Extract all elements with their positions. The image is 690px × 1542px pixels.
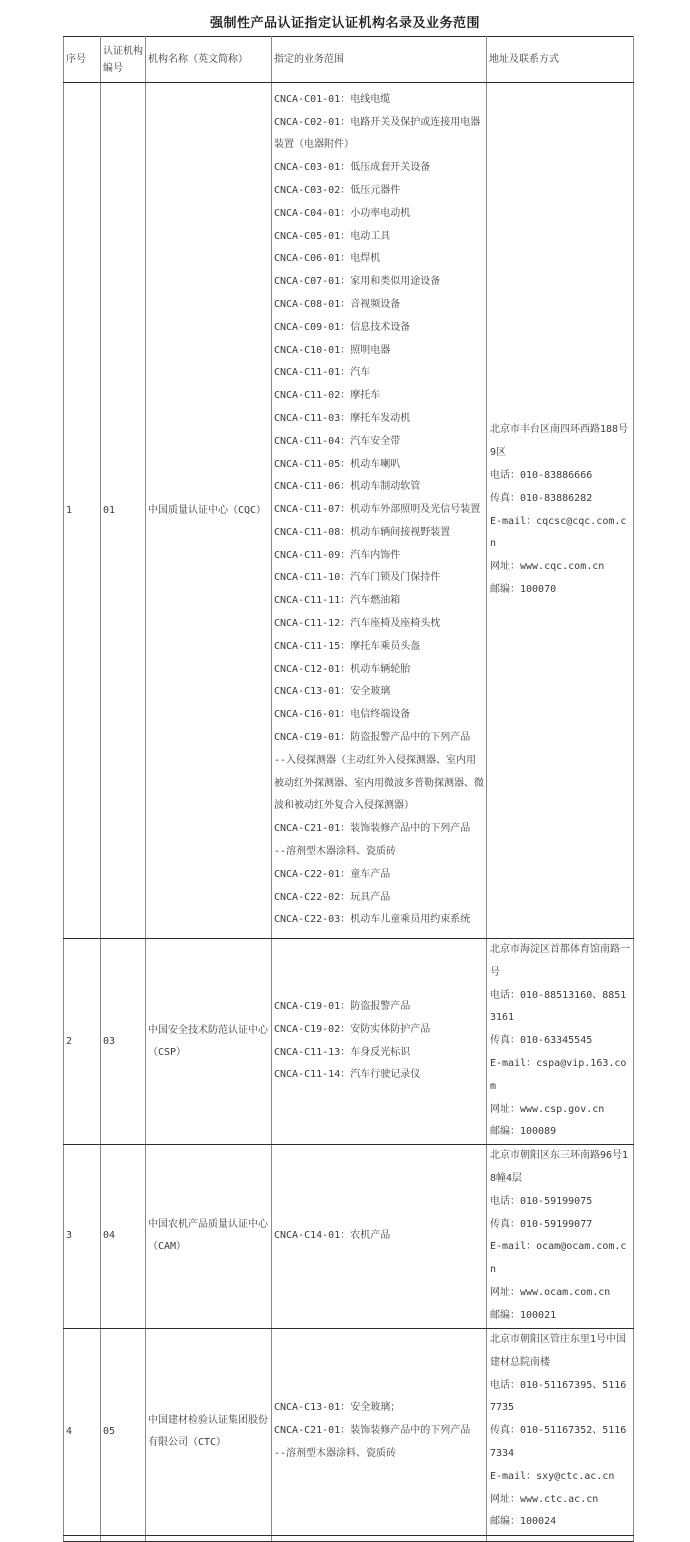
cell-contact — [487, 1145, 634, 1328]
text-line: 传真：010-59199077 — [490, 1218, 593, 1230]
table-row — [64, 939, 634, 1145]
table-body — [64, 83, 634, 1536]
text-line: E-mail：ocam@ocam.com.cn — [490, 1241, 627, 1276]
text-line: CNCA-C11-12：汽车座椅及座椅头枕 — [274, 618, 441, 630]
table-row — [64, 83, 634, 939]
text-line: CNCA-C05-01：电动工具 — [274, 230, 391, 242]
text-line: CNCA-C11-06：机动车制动软管 — [274, 481, 421, 493]
text-line: E-mail：cspa@vip.163.com — [490, 1057, 627, 1092]
text-line: 电话：010-59199075 — [490, 1195, 593, 1207]
text-line: CNCA-C01-01：电线电缆 — [274, 93, 391, 105]
text-line: CNCA-C12-01：机动车辆轮胎 — [274, 663, 411, 675]
cell-scope — [272, 1145, 487, 1328]
text-line: CNCA-C11-14：汽车行驶记录仪 — [274, 1069, 421, 1081]
text-line: CNCA-C04-01：小功率电动机 — [274, 207, 411, 219]
cell-org-name: 中国建材检验认证集团股份有限公司（CTC） — [146, 1328, 272, 1535]
text-line: CNCA-C11-01：汽车 — [274, 367, 371, 379]
text-line: 北京市朝阳区东三环南路96号18幢4层 — [490, 1150, 629, 1184]
text-line: 电话：010-88513160、88513161 — [490, 989, 627, 1024]
text-line: CNCA-C11-11：汽车燃油箱 — [274, 595, 401, 607]
text-line: CNCA-C14-01：农机产品 — [274, 1229, 391, 1241]
text-line: CNCA-C11-08：机动车辆间接视野装置 — [274, 526, 451, 538]
text-line: CNCA-C03-02：低压元器件 — [274, 184, 401, 196]
cell-contact — [487, 83, 634, 939]
text-line: CNCA-C11-03：摩托车发动机 — [274, 412, 411, 424]
header-org-name: 机构名称（英文简称） — [146, 37, 272, 83]
text-line: CNCA-C08-01：音视频设备 — [274, 298, 401, 310]
cell-serial: 4 — [64, 1328, 101, 1535]
cell-org-code: 01 — [101, 83, 146, 939]
cell-contact — [487, 1328, 634, 1535]
text-line: CNCA-C22-01：童车产品 — [274, 868, 391, 880]
text-line: 邮编：100089 — [490, 1126, 557, 1138]
text-line: 网址：www.cqc.com.cn — [490, 561, 605, 573]
header-serial: 序号 — [64, 37, 101, 83]
text-line: 邮编：100021 — [490, 1309, 557, 1321]
text-line: CNCA-C22-03：机动车儿童乘员用约束系统 — [274, 914, 471, 926]
cell-org-name: 中国质量认证中心（CQC） — [146, 83, 272, 939]
text-line: --溶剂型木器涂料、瓷质砖 — [274, 1447, 397, 1459]
header-contact: 地址及联系方式 — [487, 37, 634, 83]
text-line: CNCA-C13-01：安全玻璃； — [274, 1402, 401, 1414]
text-line: CNCA-C02-01：电路开关及保护或连接用电器装置（电器附件） — [274, 116, 481, 151]
text-line: CNCA-C10-01：照明电器 — [274, 344, 391, 356]
cell-scope — [272, 83, 487, 939]
text-line: --入侵探测器（主动红外入侵探测器、室内用被动红外探测器、室内用微波多普勒探测器、微波和被动红外复合入侵探测器） — [274, 754, 484, 812]
cell-serial: 1 — [64, 83, 101, 939]
text-line: CNCA-C11-15：摩托车乘员头盔 — [274, 640, 421, 652]
text-line: 网址：www.csp.gov.cn — [490, 1103, 605, 1115]
text-line: E-mail：cqcsc@cqc.com.cn — [490, 515, 627, 550]
text-line: 网址：www.ocam.com.cn — [490, 1286, 611, 1298]
text-line: CNCA-C07-01：家用和类似用途设备 — [274, 276, 441, 288]
text-line: CNCA-C11-07：机动车外部照明及光信号装置 — [274, 504, 481, 516]
text-line: --溶剂型木器涂料、瓷质砖 — [274, 846, 397, 858]
text-line: 北京市朝阳区管庄东里1号中国建材总院南楼 — [490, 1333, 627, 1368]
text-line: CNCA-C19-01：防盗报警产品 — [274, 1000, 411, 1012]
cell-org-code: 04 — [101, 1145, 146, 1328]
text-line: 网址：www.ctc.ac.cn — [490, 1493, 599, 1505]
text-line: 电话：010-51167395、51167735 — [490, 1379, 627, 1414]
text-line: 北京市丰台区南四环西路188号9区 — [490, 424, 629, 459]
text-line: CNCA-C16-01：电信终端设备 — [274, 709, 411, 721]
certification-bodies-table — [63, 36, 634, 1542]
text-line: CNCA-C11-09：汽车内饰件 — [274, 549, 401, 561]
cell-scope — [272, 1328, 487, 1535]
text-line: CNCA-C19-01：防盗报警产品中的下列产品 — [274, 732, 471, 744]
text-line: CNCA-C11-10：汽车门锁及门保持件 — [274, 572, 441, 584]
text-line: CNCA-C11-04：汽车安全带 — [274, 435, 401, 447]
text-line: CNCA-C11-02：摩托车 — [274, 390, 381, 402]
text-line: 传真：010-83886282 — [490, 492, 593, 504]
text-line: 邮编：100024 — [490, 1516, 557, 1528]
text-line: CNCA-C21-01：装饰装修产品中的下列产品 — [274, 823, 471, 835]
cell-serial: 2 — [64, 939, 101, 1145]
text-line: CNCA-C09-01：信息技术设备 — [274, 321, 411, 333]
page-title: 强制性产品认证指定认证机构名录及业务范围 — [209, 16, 480, 31]
text-line: CNCA-C03-01：低压成套开关设备 — [274, 162, 431, 174]
table-header — [64, 37, 634, 83]
cell-org-name: 中国安全技术防范认证中心（CSP） — [146, 939, 272, 1145]
clipped-next-row — [64, 1535, 634, 1541]
text-line: CNCA-C19-02：安防实体防护产品 — [274, 1023, 431, 1035]
cell-serial: 3 — [64, 1145, 101, 1328]
text-line: CNCA-C06-01：电焊机 — [274, 253, 381, 265]
header-row — [64, 37, 634, 83]
text-line: CNCA-C22-02：玩具产品 — [274, 891, 391, 903]
table-row — [64, 1145, 634, 1328]
cell-org-code: 03 — [101, 939, 146, 1145]
text-line: CNCA-C11-13：车身反光标识 — [274, 1046, 411, 1058]
text-line: 电话：010-83886666 — [490, 469, 593, 481]
header-org-code: 认证机构编号 — [101, 37, 146, 83]
cell-org-name: 中国农机产品质量认证中心（CAM） — [146, 1145, 272, 1328]
text-line: 传真：010-51167352、51167334 — [490, 1425, 627, 1459]
text-line: E-mail：sxy@ctc.ac.cn — [490, 1470, 615, 1482]
cell-org-code: 05 — [101, 1328, 146, 1535]
header-scope: 指定的业务范围 — [272, 37, 487, 83]
table-row — [64, 1328, 634, 1535]
table-stub — [64, 1535, 634, 1541]
text-line: 邮编：100070 — [490, 583, 557, 595]
cell-scope — [272, 939, 487, 1145]
cell-contact — [487, 939, 634, 1145]
text-line: 北京市海淀区首都体育馆南路一号 — [490, 944, 630, 978]
text-line: CNCA-C13-01：安全玻璃 — [274, 686, 391, 698]
text-line: CNCA-C11-05：机动车喇叭 — [274, 458, 401, 470]
text-line: CNCA-C21-01：装饰装修产品中的下列产品 — [274, 1425, 471, 1437]
text-line: 传真：010-63345545 — [490, 1035, 593, 1047]
